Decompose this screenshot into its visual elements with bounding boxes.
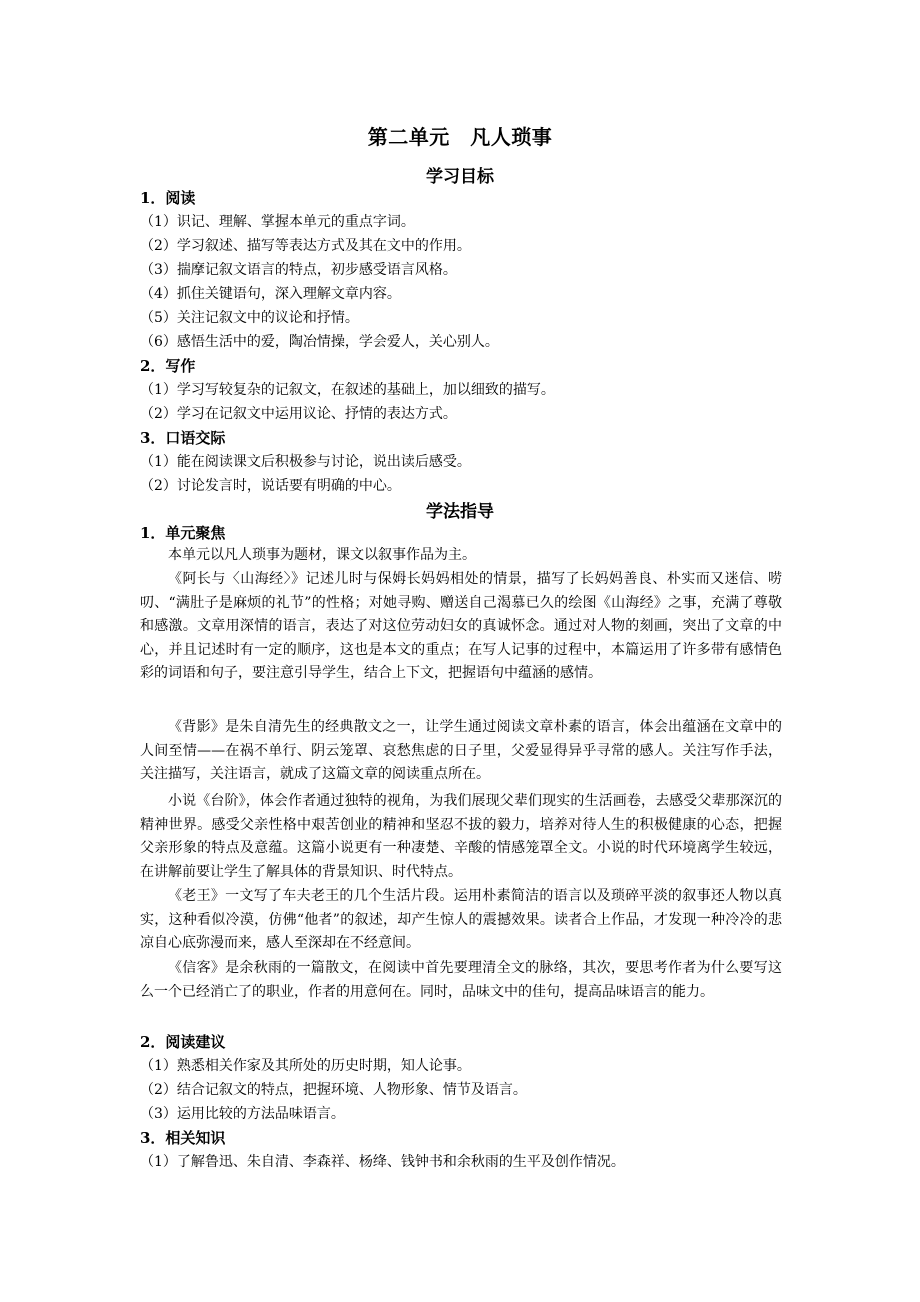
section-title-guide: 学法指导 xyxy=(426,502,494,522)
list-item: （2）结合记叙文的特点，把握环境、人物形象、情节及语言。 xyxy=(140,1082,527,1098)
heading-focus: 1．单元聚焦 xyxy=(140,524,226,542)
heading-reading: 1．阅读 xyxy=(140,189,196,207)
section-title-goals: 学习目标 xyxy=(426,167,494,187)
page-title: 第二单元 凡人琐事 xyxy=(367,125,553,149)
list-item: （4）抓住关键语句，深入理解文章内容。 xyxy=(140,286,401,302)
intro-paragraph: 本单元以凡人琐事为题材，课文以叙事作品为主。 xyxy=(168,547,476,563)
heading-writing: 2．写作 xyxy=(140,357,196,375)
list-item: （2）学习在记叙文中运用议论、抒情的表达方式。 xyxy=(140,406,457,422)
heading-knowledge: 3．相关知识 xyxy=(140,1129,226,1147)
list-item: （1）学习写较复杂的记叙文，在叙述的基础上，加以细致的描写。 xyxy=(140,382,555,398)
paragraph-laowang: 《老王》一文写了车夫老王的几个生活片段。运用朴素简洁的语言以及琐碎平淡的叙事还人物以真实，这种看似冷漠，仿佛“他者”的叙述，却产生惊人的震撼效果。读者合上作品，才发现一种冷冷的悲凉自心底弥漫而来，感人至深却在不经意间。 xyxy=(140,888,782,952)
list-item: （1）了解鲁迅、朱自清、李森祥、杨绛、钱钟书和余秋雨的生平及创作情况。 xyxy=(140,1154,625,1170)
list-item: （5）关注记叙文中的议论和抒情。 xyxy=(140,310,359,326)
list-item: （3）运用比较的方法品味语言。 xyxy=(140,1106,345,1122)
list-item: （2）讨论发言时，说话要有明确的中心。 xyxy=(140,478,401,494)
paragraph-taijie: 小说《台阶》，体会作者通过独特的视角，为我们展现父辈们现实的生活画卷，去感受父辈那深沉的精神世界。感受父亲性格中艰苦创业的精神和坚忍不拔的毅力，培养对待人生的积极健康的心态，把握父亲形象的特点及意蕴。这篇小说更有一种凄楚、辛酸的情感笼罩全文。小说的时代环境离学生较远，在讲解前要让学生了解具体的背景知识、时代特点。 xyxy=(140,793,782,880)
list-item: （1）熟悉相关作家及其所处的历史时期，知人论事。 xyxy=(140,1058,471,1074)
heading-oral: 3．口语交际 xyxy=(140,429,226,447)
list-item: （2）学习叙述、描写等表达方式及其在文中的作用。 xyxy=(140,238,471,254)
list-item: （1）识记、理解、掌握本单元的重点字词。 xyxy=(140,214,415,230)
paragraph-changmama: 《阿长与〈山海经〉》记述儿时与保姆长妈妈相处的情景，描写了长妈妈善良、朴实而又迷信、唠叨、“满肚子是麻烦的礼节”的性格；对她寻购、赠送自己渴慕已久的绘图《山海经》之事，充满了尊敬和感激。文章用深情的语言，表达了对这位劳动妇女的真诚怀念。通过对人物的刻画，突出了文章的中心，并且记述时有一定的顺序，这也是本文的重点；在写人记事的过程中，本篇运用了许多带有感情色彩的词语和句子，要注意引导学生，结合上下文，把握语句中蕴涵的感情。 xyxy=(140,571,782,682)
heading-suggestions: 2．阅读建议 xyxy=(140,1033,226,1051)
list-item: （1）能在阅读课文后积极参与讨论，说出读后感受。 xyxy=(140,454,471,470)
paragraph-xinke: 《信客》是余秋雨的一篇散文，在阅读中首先要理清全文的脉络，其次，要思考作者为什么要写这么一个已经消亡了的职业，作者的用意何在。同时，品味文中的佳句，提高品味语言的能力。 xyxy=(140,960,782,1000)
paragraph-beiying: 《背影》是朱自清先生的经典散文之一，让学生通过阅读文章朴素的语言，体会出蕴涵在文章中的人间至情——在祸不单行、阴云笼罩、哀愁焦虑的日子里，父爱显得异乎寻常的感人。关注写作手法，关注描写，关注语言，就成了这篇文章的阅读重点所在。 xyxy=(140,719,782,783)
list-item: （6）感悟生活中的爱，陶冶情操，学会爱人，关心别人。 xyxy=(140,334,499,350)
list-item: （3）揣摩记叙文语言的特点，初步感受语言风格。 xyxy=(140,262,457,278)
